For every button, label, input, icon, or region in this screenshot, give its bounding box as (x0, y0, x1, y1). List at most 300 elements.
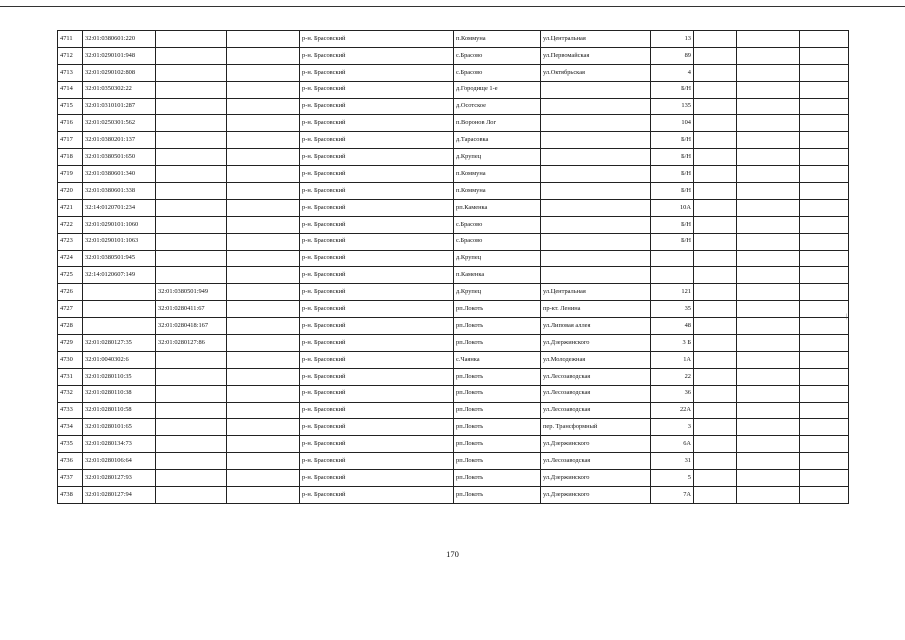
row-number-cell: 4729 (58, 335, 83, 352)
empty-cell (737, 402, 800, 419)
table-row (58, 351, 849, 368)
house-number-cell: Б/Н (651, 149, 694, 166)
cadastral-number-cell: 32:01:0380501:945 (83, 250, 156, 267)
table-row (58, 453, 849, 470)
empty-cell (800, 149, 849, 166)
empty-cell (694, 385, 737, 402)
cadastral-number-cell: 32:01:0280110:38 (83, 385, 156, 402)
house-number-cell: Б/Н (651, 81, 694, 98)
row-number-cell: 4719 (58, 166, 83, 183)
row-number-cell: 4732 (58, 385, 83, 402)
district-cell: р-н. Брасовский (300, 335, 454, 352)
street-cell: ул.Первомайская (541, 47, 651, 64)
street-cell (541, 199, 651, 216)
locality-cell: рп.Локоть (454, 453, 541, 470)
empty-cell (737, 233, 800, 250)
street-cell: ул.Центральная (541, 31, 651, 48)
other-number-cell (227, 149, 300, 166)
other-number-cell (227, 385, 300, 402)
house-number-cell: 31 (651, 453, 694, 470)
table-row (58, 470, 849, 487)
street-cell (541, 183, 651, 200)
house-number-cell (651, 250, 694, 267)
table-row (58, 250, 849, 267)
other-number-cell (227, 216, 300, 233)
cadastral-number-cell: 32:01:0280127:93 (83, 470, 156, 487)
cadastral-number-cell: 32:01:0290101:948 (83, 47, 156, 64)
house-number-cell: 13 (651, 31, 694, 48)
locality-cell: рп.Локоть (454, 436, 541, 453)
locality-cell: рп.Локоть (454, 385, 541, 402)
district-cell: р-н. Брасовский (300, 487, 454, 504)
row-number-cell: 4736 (58, 453, 83, 470)
house-number-cell: 36 (651, 385, 694, 402)
empty-cell (800, 487, 849, 504)
empty-cell (694, 81, 737, 98)
empty-cell (737, 453, 800, 470)
cadastral-number-cell: 32:01:0280134:73 (83, 436, 156, 453)
empty-cell (800, 98, 849, 115)
previous-cadastral-number-cell (156, 233, 227, 250)
district-cell: р-н. Брасовский (300, 301, 454, 318)
locality-cell: рп.Локоть (454, 419, 541, 436)
table-row (58, 216, 849, 233)
empty-cell (694, 31, 737, 48)
cadastral-number-cell: 32:14:0120607:149 (83, 267, 156, 284)
previous-cadastral-number-cell (156, 453, 227, 470)
other-number-cell (227, 98, 300, 115)
empty-cell (737, 385, 800, 402)
row-number-cell: 4738 (58, 487, 83, 504)
empty-cell (737, 31, 800, 48)
house-number-cell: 6А (651, 436, 694, 453)
house-number-cell: 3 Б (651, 335, 694, 352)
table-row (58, 436, 849, 453)
street-cell (541, 250, 651, 267)
table-row (58, 385, 849, 402)
empty-cell (737, 351, 800, 368)
previous-cadastral-number-cell (156, 385, 227, 402)
district-cell: р-н. Брасовский (300, 98, 454, 115)
row-number-cell: 4723 (58, 233, 83, 250)
table-row (58, 81, 849, 98)
previous-cadastral-number-cell (156, 64, 227, 81)
empty-cell (737, 436, 800, 453)
locality-cell: с.Брасово (454, 233, 541, 250)
district-cell: р-н. Брасовский (300, 284, 454, 301)
other-number-cell (227, 115, 300, 132)
empty-cell (737, 487, 800, 504)
empty-cell (737, 335, 800, 352)
district-cell: р-н. Брасовский (300, 149, 454, 166)
scan-mark: | (846, 314, 848, 320)
empty-cell (800, 233, 849, 250)
empty-cell (800, 318, 849, 335)
empty-cell (800, 199, 849, 216)
previous-cadastral-number-cell: 32:01:0280418:167 (156, 318, 227, 335)
district-cell: р-н. Брасовский (300, 31, 454, 48)
district-cell: р-н. Брасовский (300, 385, 454, 402)
street-cell: пер. Трансформный (541, 419, 651, 436)
table-row (58, 98, 849, 115)
empty-cell (694, 453, 737, 470)
empty-cell (694, 351, 737, 368)
row-number-cell: 4727 (58, 301, 83, 318)
previous-cadastral-number-cell (156, 470, 227, 487)
empty-cell (737, 216, 800, 233)
other-number-cell (227, 166, 300, 183)
page-number: 170 (446, 549, 459, 559)
street-cell (541, 81, 651, 98)
previous-cadastral-number-cell (156, 149, 227, 166)
other-number-cell (227, 453, 300, 470)
empty-cell (737, 47, 800, 64)
empty-cell (800, 453, 849, 470)
street-cell: пр-кт. Ленина (541, 301, 651, 318)
locality-cell: д.Крупец (454, 284, 541, 301)
empty-cell (737, 368, 800, 385)
cadastral-number-cell: 32:01:0380201:137 (83, 132, 156, 149)
empty-cell (800, 31, 849, 48)
house-number-cell: 5 (651, 470, 694, 487)
empty-cell (737, 183, 800, 200)
cadastral-number-cell: 32:01:0280106:64 (83, 453, 156, 470)
row-number-cell: 4715 (58, 98, 83, 115)
row-number-cell: 4733 (58, 402, 83, 419)
empty-cell (800, 47, 849, 64)
cadastral-number-cell (83, 284, 156, 301)
other-number-cell (227, 183, 300, 200)
cadastral-number-cell (83, 301, 156, 318)
register-sheet (57, 30, 849, 504)
empty-cell (737, 267, 800, 284)
other-number-cell (227, 487, 300, 504)
locality-cell: рп.Локоть (454, 470, 541, 487)
district-cell: р-н. Брасовский (300, 233, 454, 250)
table-body (58, 31, 849, 504)
cadastral-number-cell: 32:01:0290101:1063 (83, 233, 156, 250)
district-cell: р-н. Брасовский (300, 453, 454, 470)
previous-cadastral-number-cell: 32:01:0280127:86 (156, 335, 227, 352)
district-cell: р-н. Брасовский (300, 115, 454, 132)
house-number-cell: Б/Н (651, 183, 694, 200)
empty-cell (737, 250, 800, 267)
house-number-cell: 48 (651, 318, 694, 335)
street-cell: ул.Молодежная (541, 351, 651, 368)
district-cell: р-н. Брасовский (300, 470, 454, 487)
empty-cell (737, 419, 800, 436)
other-number-cell (227, 335, 300, 352)
empty-cell (694, 199, 737, 216)
row-number-cell: 4716 (58, 115, 83, 132)
previous-cadastral-number-cell: 32:01:0280411:67 (156, 301, 227, 318)
empty-cell (800, 183, 849, 200)
locality-cell: п.Коммуна (454, 183, 541, 200)
house-number-cell: 89 (651, 47, 694, 64)
previous-cadastral-number-cell (156, 183, 227, 200)
empty-cell (694, 436, 737, 453)
table-row (58, 368, 849, 385)
table-row (58, 166, 849, 183)
empty-cell (800, 216, 849, 233)
previous-cadastral-number-cell (156, 216, 227, 233)
table-row (58, 183, 849, 200)
page-top-rule (0, 6, 905, 7)
empty-cell (694, 267, 737, 284)
row-number-cell: 4712 (58, 47, 83, 64)
house-number-cell: 135 (651, 98, 694, 115)
district-cell: р-н. Брасовский (300, 368, 454, 385)
empty-cell (800, 115, 849, 132)
table-row (58, 233, 849, 250)
cadastral-number-cell (83, 318, 156, 335)
street-cell: ул.Дзержинского (541, 487, 651, 504)
other-number-cell (227, 419, 300, 436)
locality-cell: с.Брасово (454, 64, 541, 81)
cadastral-number-cell: 32:01:0280110:58 (83, 402, 156, 419)
previous-cadastral-number-cell (156, 267, 227, 284)
street-cell: ул.Лесозаводская (541, 385, 651, 402)
cadastral-number-cell: 32:01:0040302:6 (83, 351, 156, 368)
row-number-cell: 4725 (58, 267, 83, 284)
house-number-cell: Б/Н (651, 233, 694, 250)
empty-cell (800, 385, 849, 402)
row-number-cell: 4728 (58, 318, 83, 335)
locality-cell: п.Каменка (454, 267, 541, 284)
previous-cadastral-number-cell (156, 199, 227, 216)
previous-cadastral-number-cell (156, 368, 227, 385)
house-number-cell: 121 (651, 284, 694, 301)
other-number-cell (227, 81, 300, 98)
other-number-cell (227, 284, 300, 301)
house-number-cell: 104 (651, 115, 694, 132)
locality-cell: рп.Каменка (454, 199, 541, 216)
district-cell: р-н. Брасовский (300, 183, 454, 200)
table-row (58, 149, 849, 166)
previous-cadastral-number-cell (156, 132, 227, 149)
district-cell: р-н. Брасовский (300, 216, 454, 233)
locality-cell: п.Воронов Лог (454, 115, 541, 132)
locality-cell: с.Брасово (454, 216, 541, 233)
previous-cadastral-number-cell (156, 250, 227, 267)
row-number-cell: 4711 (58, 31, 83, 48)
row-number-cell: 4713 (58, 64, 83, 81)
previous-cadastral-number-cell (156, 351, 227, 368)
street-cell: ул.Дзержинского (541, 470, 651, 487)
locality-cell: рп.Локоть (454, 487, 541, 504)
empty-cell (694, 335, 737, 352)
empty-cell (737, 64, 800, 81)
other-number-cell (227, 318, 300, 335)
empty-cell (694, 216, 737, 233)
empty-cell (694, 402, 737, 419)
previous-cadastral-number-cell (156, 115, 227, 132)
district-cell: р-н. Брасовский (300, 64, 454, 81)
empty-cell (737, 166, 800, 183)
locality-cell: д.Тарасовка (454, 132, 541, 149)
empty-cell (737, 149, 800, 166)
row-number-cell: 4734 (58, 419, 83, 436)
street-cell (541, 132, 651, 149)
cadastral-number-cell: 32:01:0280101:65 (83, 419, 156, 436)
locality-cell: д.Городище 1-е (454, 81, 541, 98)
previous-cadastral-number-cell (156, 166, 227, 183)
previous-cadastral-number-cell (156, 487, 227, 504)
empty-cell (694, 98, 737, 115)
street-cell: ул.Центральная (541, 284, 651, 301)
empty-cell (800, 132, 849, 149)
cadastral-number-cell: 32:01:0380601:338 (83, 183, 156, 200)
street-cell: ул.Липовая аллея (541, 318, 651, 335)
empty-cell (694, 166, 737, 183)
cadastral-number-cell: 32:01:0350302:22 (83, 81, 156, 98)
cadastral-number-cell: 32:01:0280127:35 (83, 335, 156, 352)
house-number-cell: 22 (651, 368, 694, 385)
house-number-cell: 4 (651, 64, 694, 81)
empty-cell (800, 284, 849, 301)
other-number-cell (227, 301, 300, 318)
street-cell: ул.Дзержинского (541, 335, 651, 352)
house-number-cell: 10А (651, 199, 694, 216)
house-number-cell: Б/Н (651, 166, 694, 183)
house-number-cell: 35 (651, 301, 694, 318)
empty-cell (694, 183, 737, 200)
empty-cell (800, 64, 849, 81)
empty-cell (737, 301, 800, 318)
empty-cell (800, 335, 849, 352)
table-row (58, 419, 849, 436)
empty-cell (800, 351, 849, 368)
empty-cell (800, 81, 849, 98)
house-number-cell: 7А (651, 487, 694, 504)
previous-cadastral-number-cell (156, 402, 227, 419)
empty-cell (800, 301, 849, 318)
other-number-cell (227, 233, 300, 250)
previous-cadastral-number-cell (156, 81, 227, 98)
empty-cell (800, 402, 849, 419)
street-cell (541, 149, 651, 166)
street-cell: ул.Дзержинского (541, 436, 651, 453)
table-row (58, 487, 849, 504)
other-number-cell (227, 199, 300, 216)
cadastral-number-cell: 32:01:0290101:1060 (83, 216, 156, 233)
table-row (58, 318, 849, 335)
empty-cell (737, 115, 800, 132)
district-cell: р-н. Брасовский (300, 166, 454, 183)
district-cell: р-н. Брасовский (300, 199, 454, 216)
district-cell: р-н. Брасовский (300, 132, 454, 149)
locality-cell: п.Коммуна (454, 166, 541, 183)
table-row (58, 31, 849, 48)
empty-cell (694, 47, 737, 64)
locality-cell: рп.Локоть (454, 368, 541, 385)
street-cell: ул.Лесозаводская (541, 368, 651, 385)
street-cell: ул.Октябрьская (541, 64, 651, 81)
empty-cell (694, 233, 737, 250)
table-row (58, 335, 849, 352)
street-cell (541, 267, 651, 284)
house-number-cell: 3 (651, 419, 694, 436)
district-cell: р-н. Брасовский (300, 351, 454, 368)
locality-cell: п.Коммуна (454, 31, 541, 48)
other-number-cell (227, 267, 300, 284)
locality-cell: рп.Локоть (454, 402, 541, 419)
empty-cell (800, 166, 849, 183)
empty-cell (737, 81, 800, 98)
locality-cell: рп.Локоть (454, 335, 541, 352)
cadastral-number-cell: 32:01:0290102:808 (83, 64, 156, 81)
row-number-cell: 4737 (58, 470, 83, 487)
empty-cell (694, 301, 737, 318)
empty-cell (694, 250, 737, 267)
empty-cell (694, 368, 737, 385)
table-row (58, 402, 849, 419)
table-row (58, 267, 849, 284)
other-number-cell (227, 250, 300, 267)
row-number-cell: 4724 (58, 250, 83, 267)
empty-cell (694, 132, 737, 149)
district-cell: р-н. Брасовский (300, 267, 454, 284)
district-cell: р-н. Брасовский (300, 318, 454, 335)
table-row (58, 64, 849, 81)
empty-cell (694, 470, 737, 487)
cadastral-number-cell: 32:01:0380601:220 (83, 31, 156, 48)
empty-cell (737, 318, 800, 335)
table-row (58, 132, 849, 149)
empty-cell (800, 436, 849, 453)
empty-cell (694, 64, 737, 81)
other-number-cell (227, 402, 300, 419)
street-cell (541, 233, 651, 250)
other-number-cell (227, 47, 300, 64)
locality-cell: д.Осотское (454, 98, 541, 115)
other-number-cell (227, 436, 300, 453)
other-number-cell (227, 470, 300, 487)
empty-cell (694, 115, 737, 132)
row-number-cell: 4735 (58, 436, 83, 453)
previous-cadastral-number-cell (156, 31, 227, 48)
previous-cadastral-number-cell (156, 47, 227, 64)
cadastral-number-cell: 32:01:0250301:562 (83, 115, 156, 132)
house-number-cell: Б/Н (651, 216, 694, 233)
district-cell: р-н. Брасовский (300, 81, 454, 98)
locality-cell: д.Крупец (454, 250, 541, 267)
district-cell: р-н. Брасовский (300, 47, 454, 64)
district-cell: р-н. Брасовский (300, 419, 454, 436)
row-number-cell: 4717 (58, 132, 83, 149)
locality-cell: д.Крупец (454, 149, 541, 166)
cadastral-number-cell: 32:14:0120701:234 (83, 199, 156, 216)
locality-cell: с.Брасово (454, 47, 541, 64)
other-number-cell (227, 368, 300, 385)
house-number-cell: 1А (651, 351, 694, 368)
street-cell (541, 166, 651, 183)
row-number-cell: 4722 (58, 216, 83, 233)
row-number-cell: 4731 (58, 368, 83, 385)
empty-cell (800, 470, 849, 487)
table-row (58, 199, 849, 216)
table-row (58, 47, 849, 64)
previous-cadastral-number-cell: 32:01:0380501:949 (156, 284, 227, 301)
previous-cadastral-number-cell (156, 436, 227, 453)
street-cell: ул.Лесозаводская (541, 402, 651, 419)
street-cell (541, 115, 651, 132)
locality-cell: рп.Локоть (454, 301, 541, 318)
empty-cell (800, 419, 849, 436)
empty-cell (694, 318, 737, 335)
row-number-cell: 4720 (58, 183, 83, 200)
locality-cell: рп.Локоть (454, 318, 541, 335)
